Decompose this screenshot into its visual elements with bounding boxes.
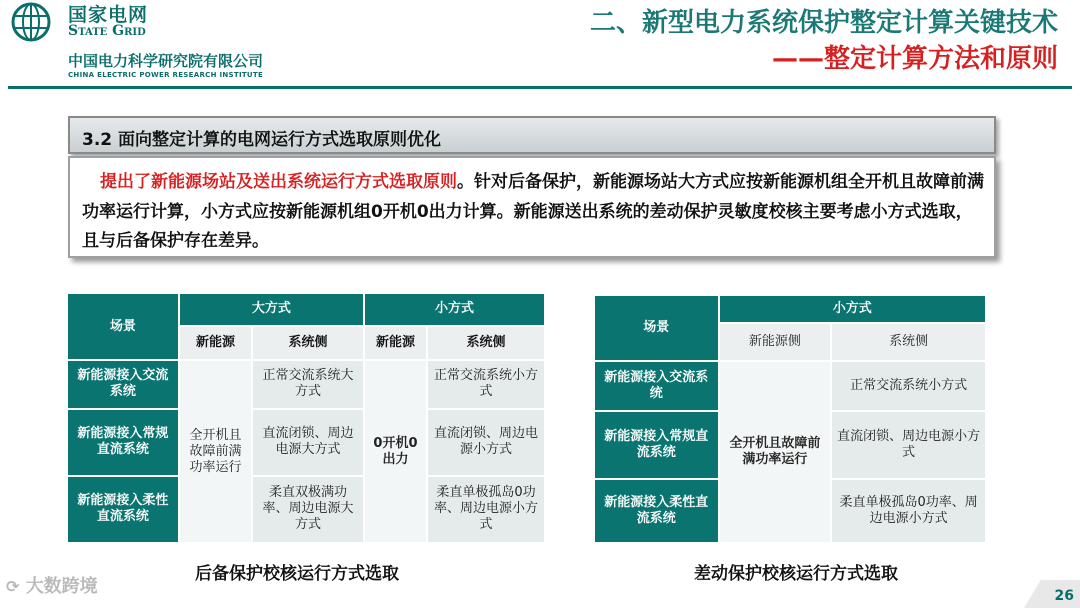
slide-subtitle: ——整定计算方法和原则 bbox=[771, 44, 1058, 74]
max-system-cell: 直流闭锁、周边电源大方式 bbox=[253, 410, 363, 475]
min-new-energy-cell: 0开机0出力 bbox=[365, 361, 426, 542]
max-system-cell: 正常交流系统大方式 bbox=[253, 361, 363, 408]
state-grid-logo-icon bbox=[8, 2, 54, 42]
organization-name-cn: 中国电力科学研究院有限公司 bbox=[68, 52, 264, 70]
section-title: 3.2 面向整定计算的电网运行方式选取原则优化 bbox=[82, 130, 442, 150]
header-scene: 场景 bbox=[68, 294, 178, 359]
system-side-cell: 直流闭锁、周边电源小方式 bbox=[832, 412, 985, 478]
subheader-min-system-side: 系统侧 bbox=[428, 327, 544, 360]
brand-name-cn: 国家电网 bbox=[68, 4, 149, 26]
subheader-min-new-energy: 新能源 bbox=[365, 327, 426, 360]
differential-protection-table bbox=[593, 294, 987, 544]
min-system-cell: 柔直单极孤岛0功率、周边电源小方式 bbox=[428, 477, 544, 542]
slide-title: 二、新型电力系统保护整定计算关键技术 bbox=[589, 8, 1058, 38]
row-scene: 新能源接入柔性直流系统 bbox=[595, 480, 718, 542]
summary-highlight: 提出了新能源场站及送出系统运行方式选取原则 bbox=[100, 172, 457, 192]
table-row bbox=[595, 362, 985, 410]
watermark bbox=[6, 572, 98, 598]
system-side-cell: 柔直单极孤岛0功率、周边电源小方式 bbox=[832, 480, 985, 542]
header-divider bbox=[8, 86, 1072, 89]
subheader-max-system-side: 系统侧 bbox=[253, 327, 363, 360]
row-scene: 新能源接入柔性直流系统 bbox=[68, 477, 178, 542]
right-table-caption: 差动保护校核运行方式选取 bbox=[694, 564, 898, 584]
row-scene: 新能源接入交流系统 bbox=[68, 361, 178, 408]
max-new-energy-cell: 全开机且故障前满功率运行 bbox=[180, 361, 251, 542]
header-min-mode: 小方式 bbox=[720, 296, 985, 322]
header-scene: 场景 bbox=[595, 296, 718, 360]
summary-text: 。针对后备保护，新能源场站大方式应按新能源机组全开机且故障前满功率运行计算，小方式应按新能源机组0开机0出力计算。新能源送出系统的差动保护灵敏度校核主要考虑小方式选取，且与后备保护存在差异。 bbox=[82, 172, 984, 251]
backup-protection-table bbox=[66, 292, 546, 544]
header-max-mode: 大方式 bbox=[180, 294, 363, 325]
watermark-logo-icon: ⟳ bbox=[6, 577, 20, 596]
organization-name-en: CHINA ELECTRIC POWER RESEARCH INSTITUTE bbox=[68, 71, 264, 79]
summary-box bbox=[68, 156, 996, 258]
brand-name-en: State Grid bbox=[68, 23, 146, 39]
header-min-mode: 小方式 bbox=[365, 294, 544, 325]
table-row bbox=[68, 361, 544, 408]
section-header-bar bbox=[68, 116, 996, 154]
new-energy-side-cell: 全开机且故障前满功率运行 bbox=[720, 362, 831, 542]
max-system-cell: 柔直双极满功率、周边电源大方式 bbox=[253, 477, 363, 542]
table-row bbox=[68, 477, 544, 542]
row-scene: 新能源接入常规直流系统 bbox=[68, 410, 178, 475]
row-scene: 新能源接入交流系统 bbox=[595, 362, 718, 410]
subheader-system-side: 系统侧 bbox=[832, 324, 985, 360]
min-system-cell: 正常交流系统小方式 bbox=[428, 361, 544, 408]
system-side-cell: 正常交流系统小方式 bbox=[832, 362, 985, 410]
row-scene: 新能源接入常规直流系统 bbox=[595, 412, 718, 478]
subheader-max-new-energy: 新能源 bbox=[180, 327, 251, 360]
left-table-caption: 后备保护校核运行方式选取 bbox=[195, 564, 399, 584]
page-number: 26 bbox=[1054, 588, 1074, 604]
table-row bbox=[68, 410, 544, 475]
watermark-text: 大数跨境 bbox=[25, 576, 98, 597]
min-system-cell: 直流闭锁、周边电源小方式 bbox=[428, 410, 544, 475]
subheader-new-energy-side: 新能源侧 bbox=[720, 324, 831, 360]
